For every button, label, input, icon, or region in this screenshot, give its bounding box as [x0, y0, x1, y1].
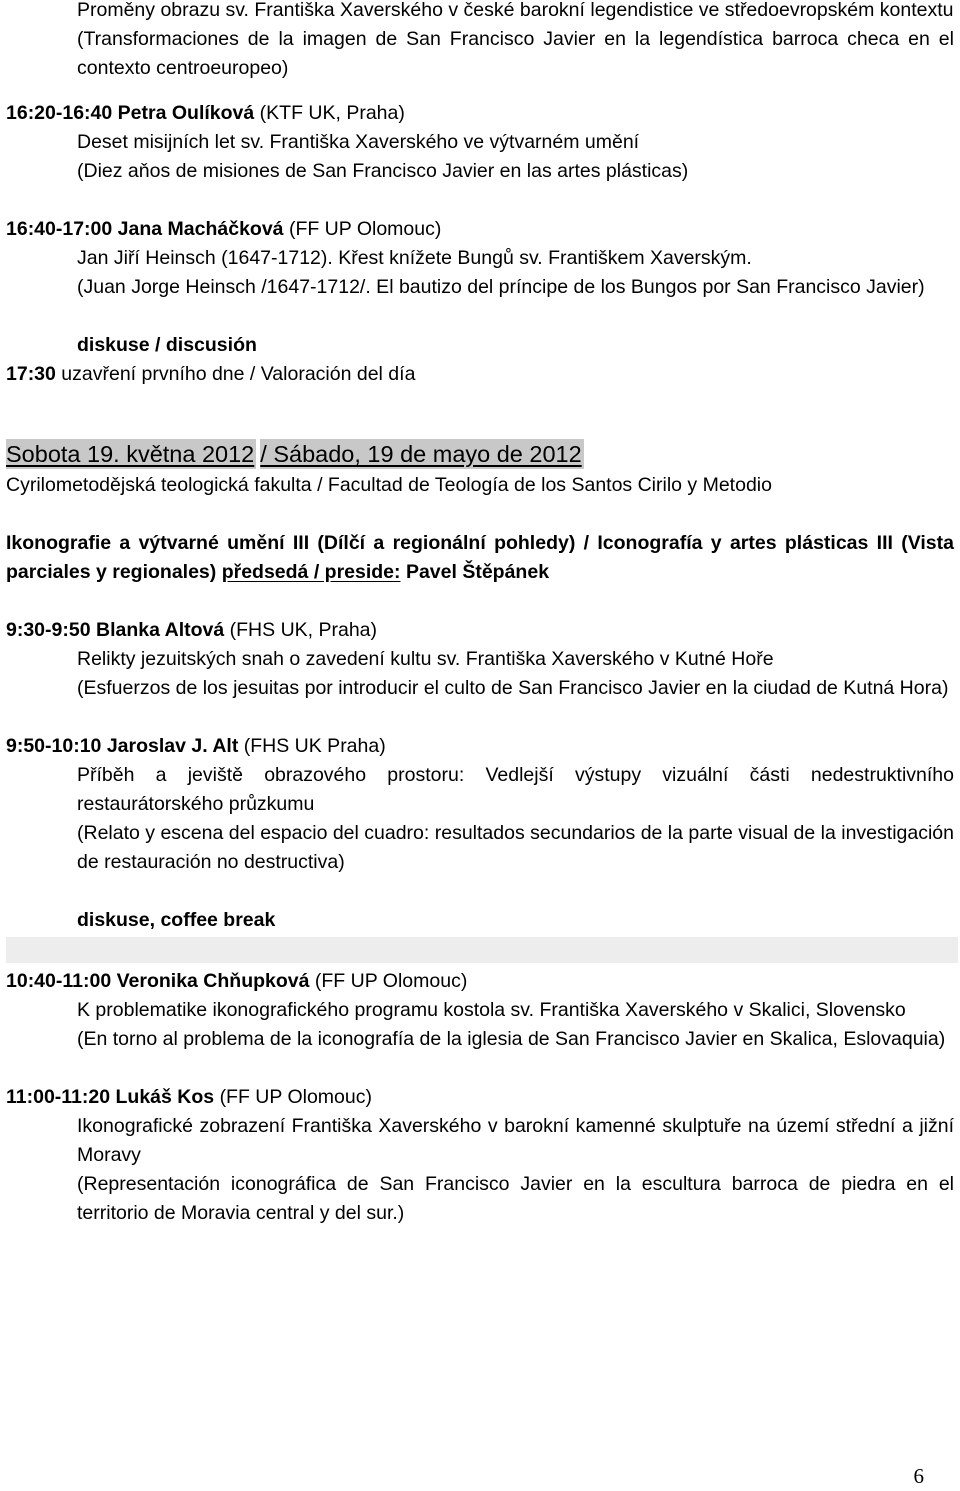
talk-title-cz: Ikonografické zobrazení Františka Xaverského v barokní kamenné skulptuře na území střední a jižní Moravy — [77, 1115, 954, 1166]
day2-date — [6, 439, 960, 471]
talk-title-cz: Jan Jiří Heinsch (1647-1712). Křest knížete Bungů sv. Františkem Xaverským. — [77, 247, 752, 269]
talk-header — [6, 967, 954, 996]
talk-1640 — [6, 215, 954, 302]
prev-talk-title — [77, 0, 954, 83]
talk-title-es: (Diez aňos de misiones de San Francisco Javier en las artes plásticas) — [77, 160, 689, 182]
talk-header — [6, 1083, 954, 1112]
talk-affiliation: (FHS UK Praha) — [243, 735, 386, 757]
break-bar-fill — [6, 937, 958, 963]
talk-1620 — [6, 99, 954, 186]
discussion-label: diskuse / discusión — [77, 334, 257, 356]
break-bar — [0, 935, 960, 961]
talk-header — [6, 616, 954, 645]
talk-speaker: Petra Oulíková — [117, 102, 255, 124]
talk-affiliation: (FF UP Olomouc) — [314, 970, 468, 992]
prev-talk-title-cz: Proměny obrazu sv. Františka Xaverského v české barokní legendistice ve středoevropském kontextu — [77, 0, 954, 21]
talk-title-es: (En torno al problema de la iconografía de la iglesia de San Francisco Javier en Skalica, Eslovaquia) — [77, 1028, 946, 1050]
talk-time: 16:40-17:00 — [6, 218, 113, 240]
chair-label: předsedá / preside: — [221, 561, 401, 583]
section-title-text: Ikonografie a výtvarné umění III (Dílčí a regionální pohledy) / Iconografía y artes plásticas III (Vista parciales y regionales) — [6, 532, 954, 583]
talk-header — [6, 215, 954, 244]
talk-title-es: (Relato y escena del espacio del cuadro: resultados secundarios de la parte visual de la investigación de restauración no destructiva) — [77, 822, 954, 873]
closing-line — [6, 360, 960, 389]
talk-1100 — [6, 1083, 954, 1228]
day2-date-es: / Sábado, 19 de mayo de 2012 — [260, 441, 582, 467]
talk-affiliation: (FHS UK, Praha) — [229, 619, 378, 641]
talk-time: 9:30-9:50 — [6, 619, 91, 641]
chair-name: Pavel Štěpánek — [405, 561, 550, 583]
talk-title-cz: Relikty jezuitských snah o zavedení kultu sv. Františka Xaverského v Kutné Hoře — [77, 648, 774, 670]
talk-affiliation: (KTF UK, Praha) — [259, 102, 405, 124]
closing-text: uzavření prvního dne / Valoración del día — [61, 363, 416, 385]
talk-title-cz: Příběh a jeviště obrazového prostoru: Vedlejší výstupy vizuální části nedestruktivního restaurátorského průzkumu — [77, 764, 954, 815]
talk-speaker: Veronika Chňupková — [116, 970, 310, 992]
prev-talk-title-es: (Transformaciones de la imagen de San Francisco Javier en la legendística barroca checa en el contexto centroeuropeo) — [77, 28, 954, 79]
talk-title-cz: Deset misijních let sv. Františka Xaverského ve výtvarném umění — [77, 131, 640, 153]
talk-affiliation: (FF UP Olomouc) — [219, 1086, 372, 1108]
talk-time: 9:50-10:10 — [6, 735, 102, 757]
talk-title-es: (Esfuerzos de los jesuitas por introducir el culto de San Francisco Javier en la ciudad de Kutná Hora) — [77, 677, 949, 699]
talk-title-es: (Representación iconográfica de San Francisco Javier en la escultura barroca de piedra en el territorio de Moravia central y del sur.) — [77, 1173, 954, 1224]
discussion-coffee-label: diskuse, coffee break — [77, 909, 276, 931]
talk-time: 16:20-16:40 — [6, 102, 113, 124]
talk-affiliation: (FF UP Olomouc) — [288, 218, 442, 240]
talk-title-es: (Juan Jorge Heinsch /1647-1712/. El bautizo del príncipe de los Bungos por San Francisco Javier) — [77, 276, 925, 298]
talk-0950 — [6, 732, 954, 877]
talk-0930 — [6, 616, 954, 703]
section-title — [6, 529, 954, 587]
talk-header — [6, 732, 954, 761]
talk-speaker: Jana Macháčková — [117, 218, 284, 240]
talk-1040 — [6, 967, 954, 1054]
talk-header — [6, 99, 954, 128]
talk-speaker: Lukáš Kos — [115, 1086, 215, 1108]
talk-speaker: Blanka Altová — [95, 619, 225, 641]
day2-date-cz: Sobota 19. května 2012 — [6, 441, 255, 467]
talk-speaker: Jaroslav J. Alt — [106, 735, 239, 757]
talk-title-cz: K problematike ikonografického programu kostola sv. Františka Xaverského v Skalici, Slovensko — [77, 999, 906, 1021]
closing-time: 17:30 — [6, 363, 56, 385]
talk-time: 11:00-11:20 — [6, 1086, 111, 1108]
talk-time: 10:40-11:00 — [6, 970, 112, 992]
day2-venue: Cyrilometodějská teologická fakulta / Facultad de Teología de los Santos Cirilo y Metodio — [6, 474, 772, 496]
page-number: 6 — [913, 1464, 924, 1488]
